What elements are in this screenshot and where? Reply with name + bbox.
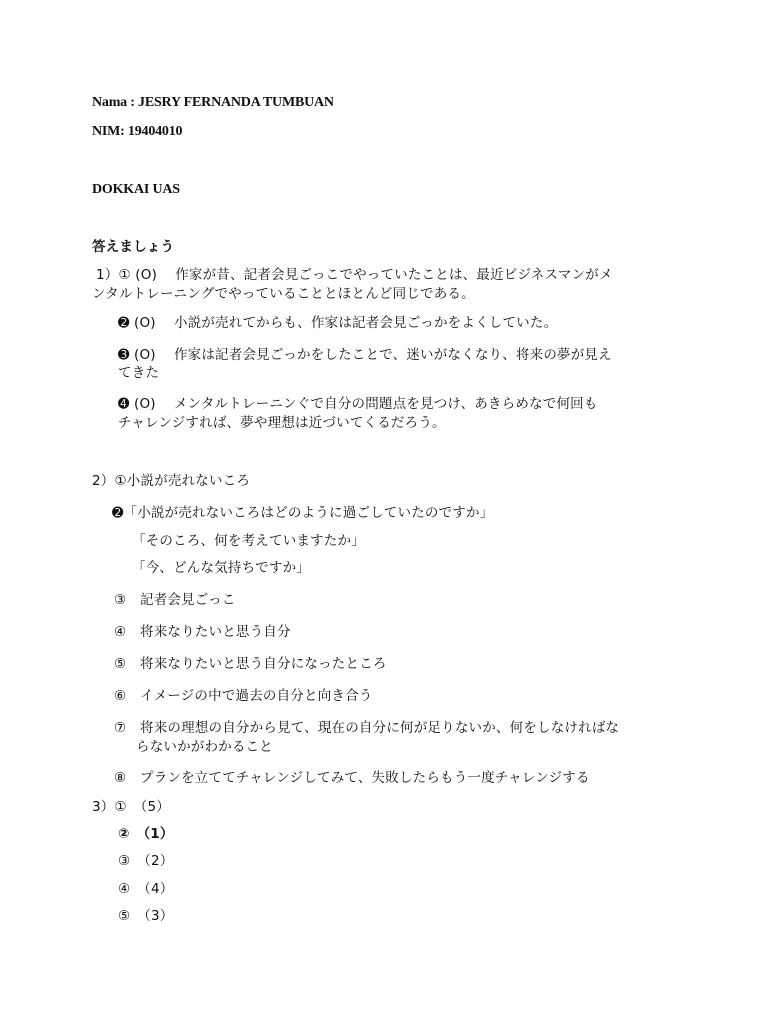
- document-title: DOKKAI UAS: [92, 182, 180, 197]
- q2-answer-7-line-2: らないかがわかること: [136, 739, 273, 755]
- q1-answer-3-line-1: ➌ (O) 作家は記者会見ごっかをしたことで、迷いがなくなり、将来の夢が見え: [118, 347, 612, 363]
- student-name: Nama : JESRY FERNANDA TUMBUAN: [92, 95, 334, 110]
- q2-answer-4: ④ 将来なりたいと思う自分: [114, 624, 291, 640]
- q3-answer-4: ④ （4）: [118, 881, 174, 897]
- q1-answer-4-line-1: ➍ (O) メンタルトレーニンぐで自分の問題点を見つけ、あきらめなで何回も: [118, 396, 598, 412]
- q2-answer-6: ⑥ イメージの中で過去の自分と向き合う: [114, 688, 373, 704]
- instruction-heading: 答えましょう: [92, 239, 175, 255]
- q3-answer-5: ⑤ （3）: [118, 908, 174, 924]
- q1-answer-1-line-2: ンタルトレーニングでやっていることとほとんど同じである。: [92, 286, 475, 302]
- q3-answer-3: ③ （2）: [118, 853, 174, 869]
- q2-answer-1: 2）①小説が売れないころ: [92, 473, 251, 489]
- q2-answer-7-line-1: ⑦ 将来の理想の自分から見て、現在の自分に何が足りないか、何をしなければな: [114, 720, 620, 736]
- q2-answer-2-line-2: 「そのころ、何を考えていますたか」: [132, 533, 365, 549]
- q1-answer-4-line-2: チャレンジすれば、夢や理想は近づいてくるだろう。: [118, 415, 446, 431]
- q2-answer-2-line-3: 「今、どんな気持ちですか」: [132, 560, 310, 576]
- q2-answer-5: ⑤ 将来なりたいと思う自分になったところ: [114, 656, 387, 672]
- q3-answer-2: ② （1）: [118, 826, 174, 842]
- q2-answer-3: ③ 記者会見ごっこ: [114, 592, 236, 608]
- student-nim: NIM: 19404010: [92, 124, 183, 139]
- q3-answer-1: 3）① （5）: [92, 799, 170, 815]
- q1-answer-3-line-2: てきた: [118, 365, 160, 381]
- q1-answer-1-line-1: 1）① (O) 作家が昔、記者会見ごっこでやっていたことは、最近ビジネスマンがメ: [96, 267, 613, 283]
- q1-answer-2: ➋ (O) 小説が売れてからも、作家は記者会見ごっかをよくしていた。: [118, 315, 558, 331]
- q2-answer-8: ⑧ プランを立ててチャレンジしてみて、失敗したらもう一度チャレンジする: [114, 770, 590, 786]
- q2-answer-2-line-1: ➋「小説が売れないころはどのように過ごしていたのですか」: [112, 505, 494, 521]
